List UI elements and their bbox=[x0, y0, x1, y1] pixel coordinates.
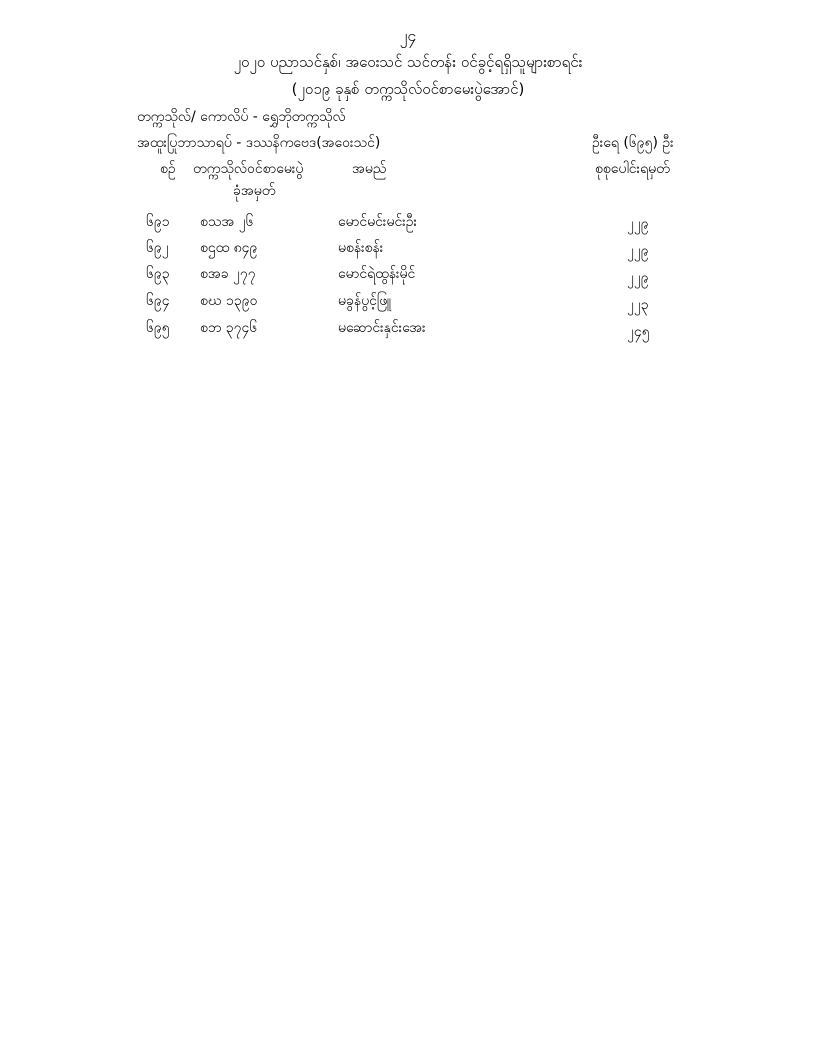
row-name: မခွန်ပွင့်ဖြူ bbox=[338, 293, 392, 309]
header-exam-no: တက္ကသိုလ်ဝင်စာမေးပွဲ bbox=[193, 161, 304, 177]
row-serial: ၆၉၁ bbox=[146, 214, 170, 230]
page-number: ၂၄ bbox=[399, 26, 417, 45]
row-serial: ၆၉၅ bbox=[146, 320, 170, 336]
document-title: ၂၀၂၀ ပညာသင်နှစ်၊ အဝေးသင် သင်တန်း ဝင်ခွင့်ရရှိသူများစာရင်း bbox=[233, 53, 583, 71]
row-marks: ၂၂၃ bbox=[627, 297, 649, 313]
row-marks: ၂၂၉ bbox=[627, 216, 649, 232]
row-exam-no: စသအ ၂၆ bbox=[200, 214, 254, 230]
header-total-marks: စုစုပေါင်းရမှတ် bbox=[595, 161, 670, 177]
row-name: မစန်းစန်း bbox=[338, 240, 384, 256]
header-serial: စဉ် bbox=[160, 161, 176, 177]
header-name: အမည် bbox=[352, 161, 387, 177]
row-marks: ၂၂၉ bbox=[627, 270, 649, 286]
row-serial: ၆၉၄ bbox=[146, 293, 170, 309]
row-exam-no: စဘ ၃၇၄၆ bbox=[200, 320, 258, 336]
major-line: အထူးပြုဘာသာရပ် - ဒဿနိကဗေဒ(အဝေးသင်) bbox=[137, 135, 381, 151]
row-serial: ၆၉၃ bbox=[146, 266, 170, 282]
row-name: မောင်ရဲထွန်းမိုင် bbox=[338, 266, 416, 282]
row-exam-no: စဌထ ၈၄၉ bbox=[200, 240, 258, 256]
total-count: ဦးရေ (၆၉၅) ဦး bbox=[592, 135, 674, 151]
university-line: တက္ကသိုလ်/ ကောလိပ် - ရွှေဘိုတက္ကသိုလ် bbox=[137, 109, 346, 125]
row-name: မောင်မင်းမင်းဦး bbox=[338, 214, 418, 230]
row-name: မဆောင်းနှင်းအေး bbox=[338, 320, 426, 336]
row-exam-no: စဃ ၁၃၉၀ bbox=[200, 293, 258, 309]
header-exam-no-line2: ခုံအမှတ် bbox=[233, 183, 276, 199]
document-subtitle: (၂၀၁၉ ခုနှစ် တက္ကသိုလ်ဝင်စာမေးပွဲအောင်) bbox=[291, 80, 525, 98]
row-marks: ၂၄၅ bbox=[627, 324, 650, 340]
row-marks: ၂၂၉ bbox=[627, 243, 649, 259]
row-exam-no: စအခ ၂၇၇ bbox=[200, 266, 256, 282]
row-serial: ၆၉၂ bbox=[146, 240, 169, 256]
